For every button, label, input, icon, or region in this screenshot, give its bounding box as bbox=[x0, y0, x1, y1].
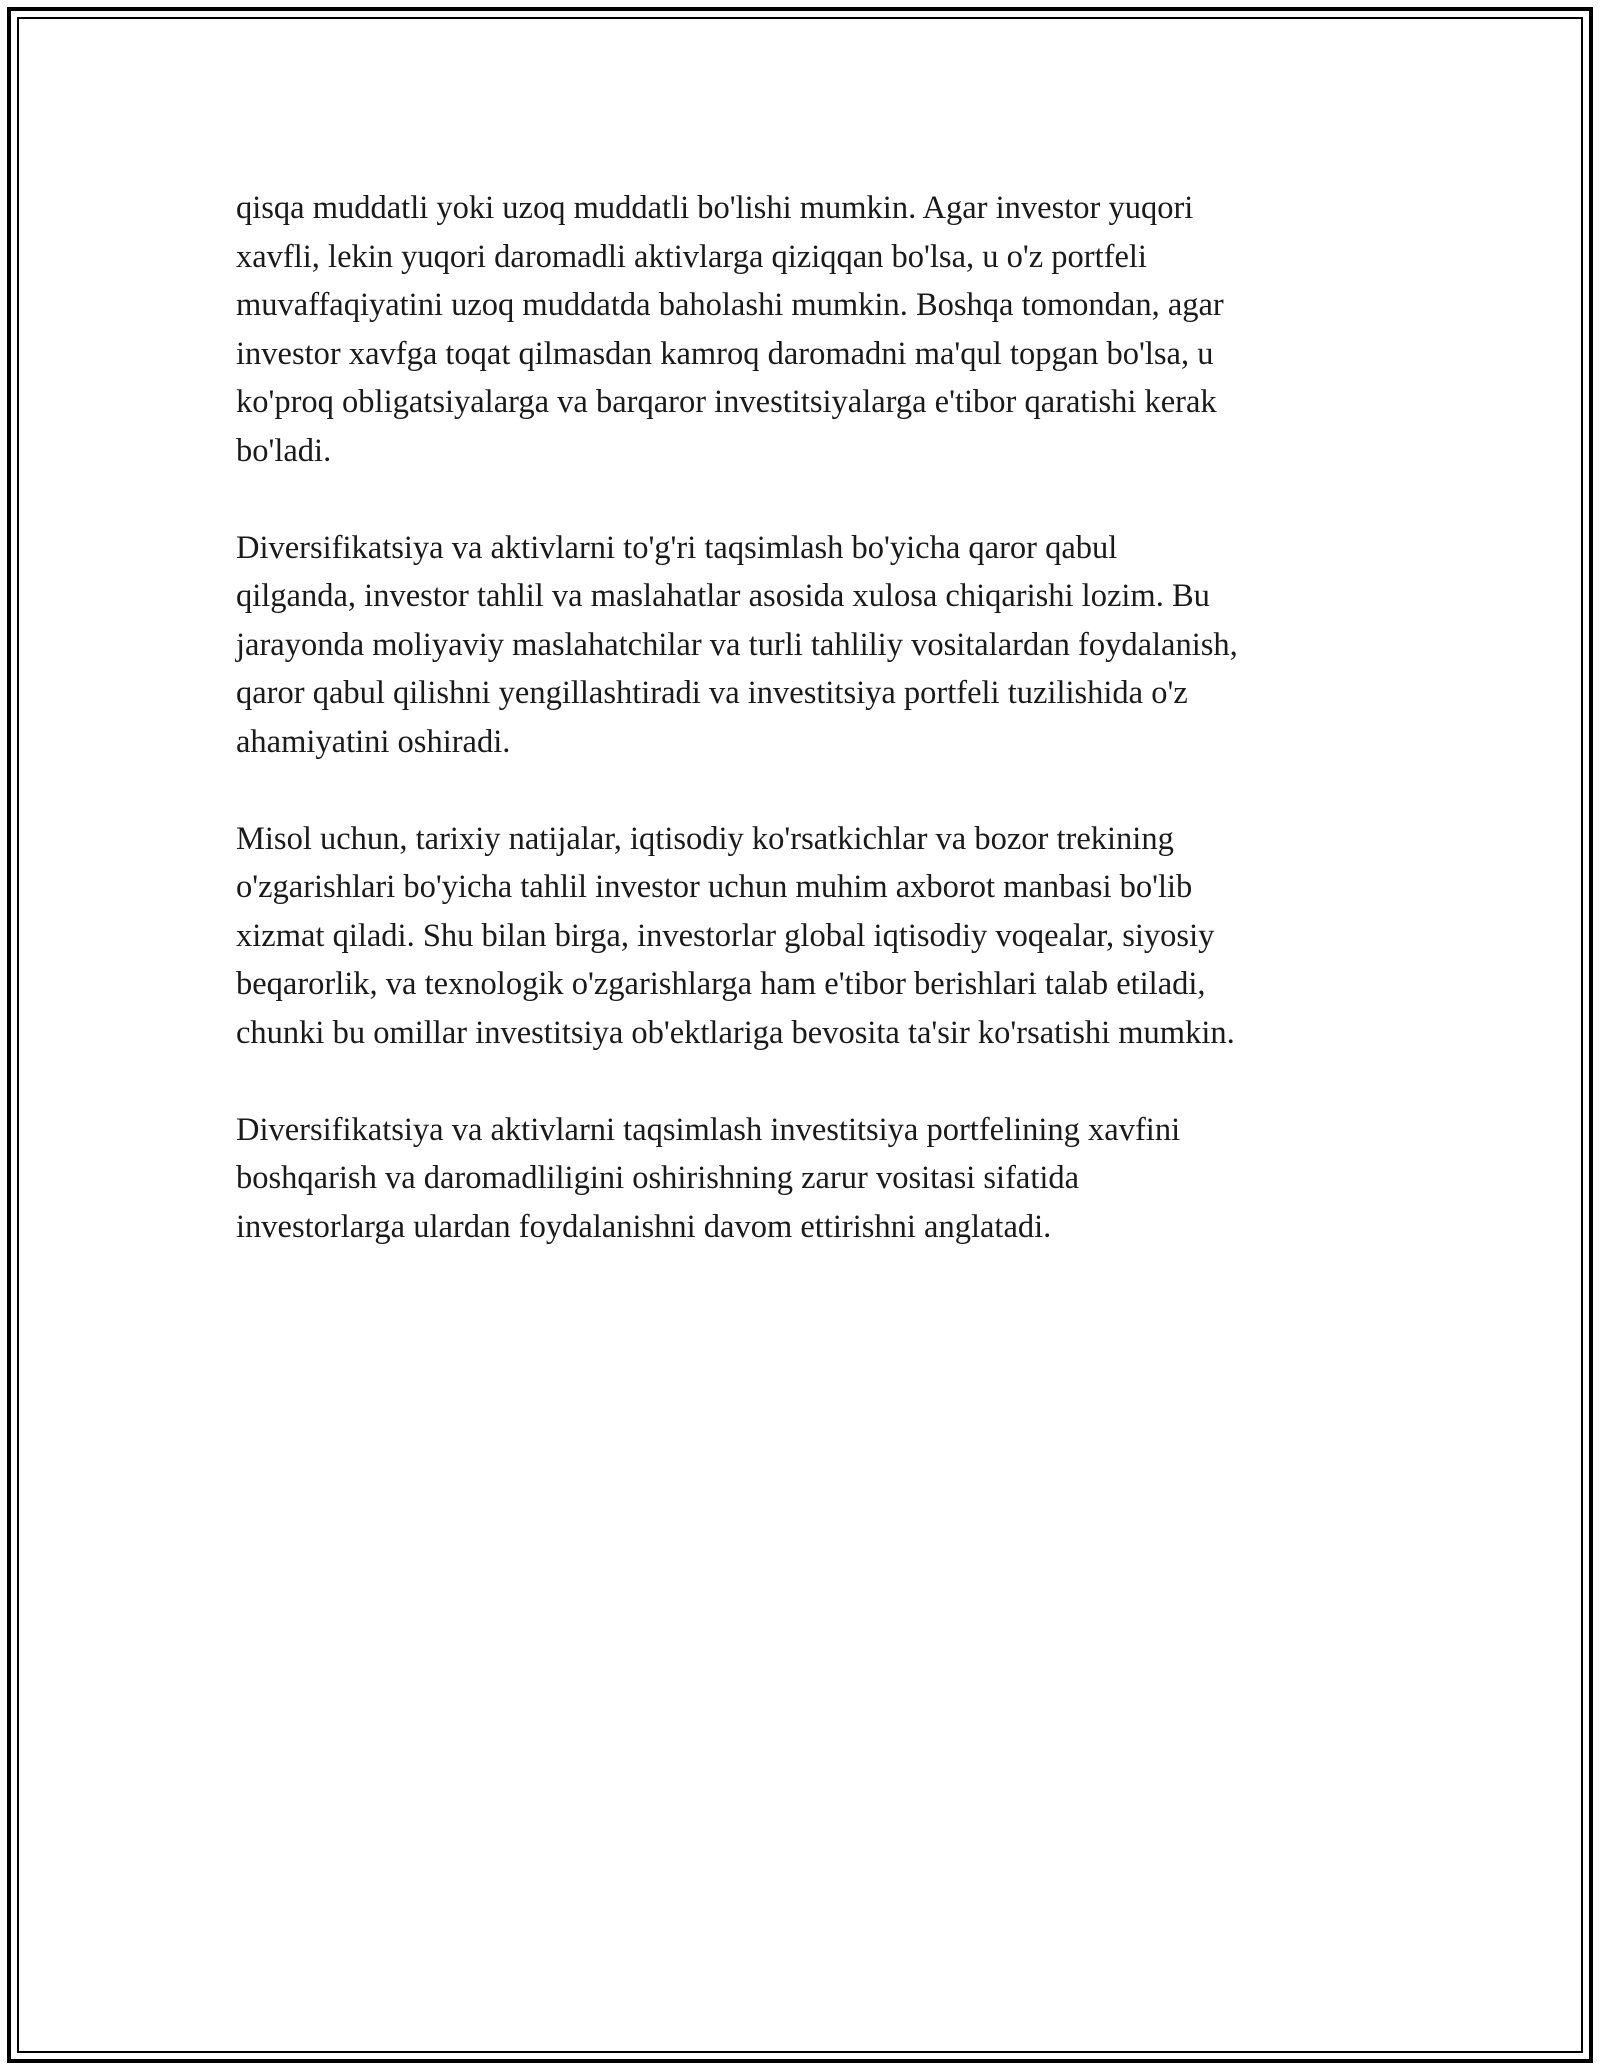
text-line: Misol uchun, tarixiy natijalar, iqtisodiy ko'rsatkichlar va bozor trekining bbox=[236, 820, 1174, 857]
text-line: muvaffaqiyatini uzoq muddatda baholashi mumkin. Boshqa tomondan, agar bbox=[236, 287, 1224, 323]
paragraph bbox=[236, 1106, 1376, 1252]
text-line: o'zgarishlari bo'yicha tahlil investor uchun muhim axborot manbasi bo'lib bbox=[236, 869, 1193, 905]
text-line: xizmat qiladi. Shu bilan birga, investorlar global iqtisodiy voqealar, siyosiy bbox=[236, 917, 1215, 954]
text-line: chunki bu omillar investitsiya ob'ektlariga bevosita ta'sir ko'rsatishi mumkin. bbox=[236, 1014, 1235, 1051]
text-line: investor xavfga toqat qilmasdan kamroq daromadni ma'qul topgan bo'lsa, u bbox=[236, 335, 1214, 372]
text-line: xavfli, lekin yuqori daromadli aktivlarga qiziqqan bo'lsa, u o'z portfeli bbox=[236, 238, 1147, 275]
text-line: bo'ladi. bbox=[236, 432, 332, 469]
text-line: qilganda, investor tahlil va maslahatlar asosida xulosa chiqarishi lozim. Bu bbox=[236, 578, 1210, 614]
text-line: Diversifikatsiya va aktivlarni to'g'ri taqsimlash bo'yicha qaror qabul bbox=[236, 529, 1118, 566]
paragraph bbox=[236, 815, 1376, 1058]
text-line: jarayonda moliyaviy maslahatchilar va turli tahliliy vositalardan foydalanish, bbox=[236, 626, 1238, 663]
text-line: Diversifikatsiya va aktivlarni taqsimlash investitsiya portfelining xavfini bbox=[236, 1111, 1181, 1148]
text-line: investorlarga ulardan foydalanishni davom ettirishni anglatadi. bbox=[236, 1208, 1052, 1245]
text-line: qisqa muddatli yoki uzoq muddatli bo'lishi mumkin. Agar investor yuqori bbox=[236, 190, 1194, 226]
text-line: ko'proq obligatsiyalarga va barqaror investitsiyalarga e'tibor qaratishi kerak bbox=[236, 384, 1217, 420]
text-line: ahamiyatini oshiradi. bbox=[236, 723, 511, 760]
paragraph bbox=[236, 184, 1376, 475]
paragraph bbox=[236, 524, 1376, 767]
text-line: beqarorlik, va texnologik o'zgarishlarga ham e'tibor berishlari talab etiladi, bbox=[236, 966, 1206, 1002]
text-line: qaror qabul qilishni yengillashtiradi va investitsiya portfeli tuzilishida o'z bbox=[236, 675, 1188, 711]
document-body bbox=[236, 184, 1376, 1300]
text-line: boshqarish va daromadliligini oshirishning zarur vositasi sifatida bbox=[236, 1160, 1080, 1196]
